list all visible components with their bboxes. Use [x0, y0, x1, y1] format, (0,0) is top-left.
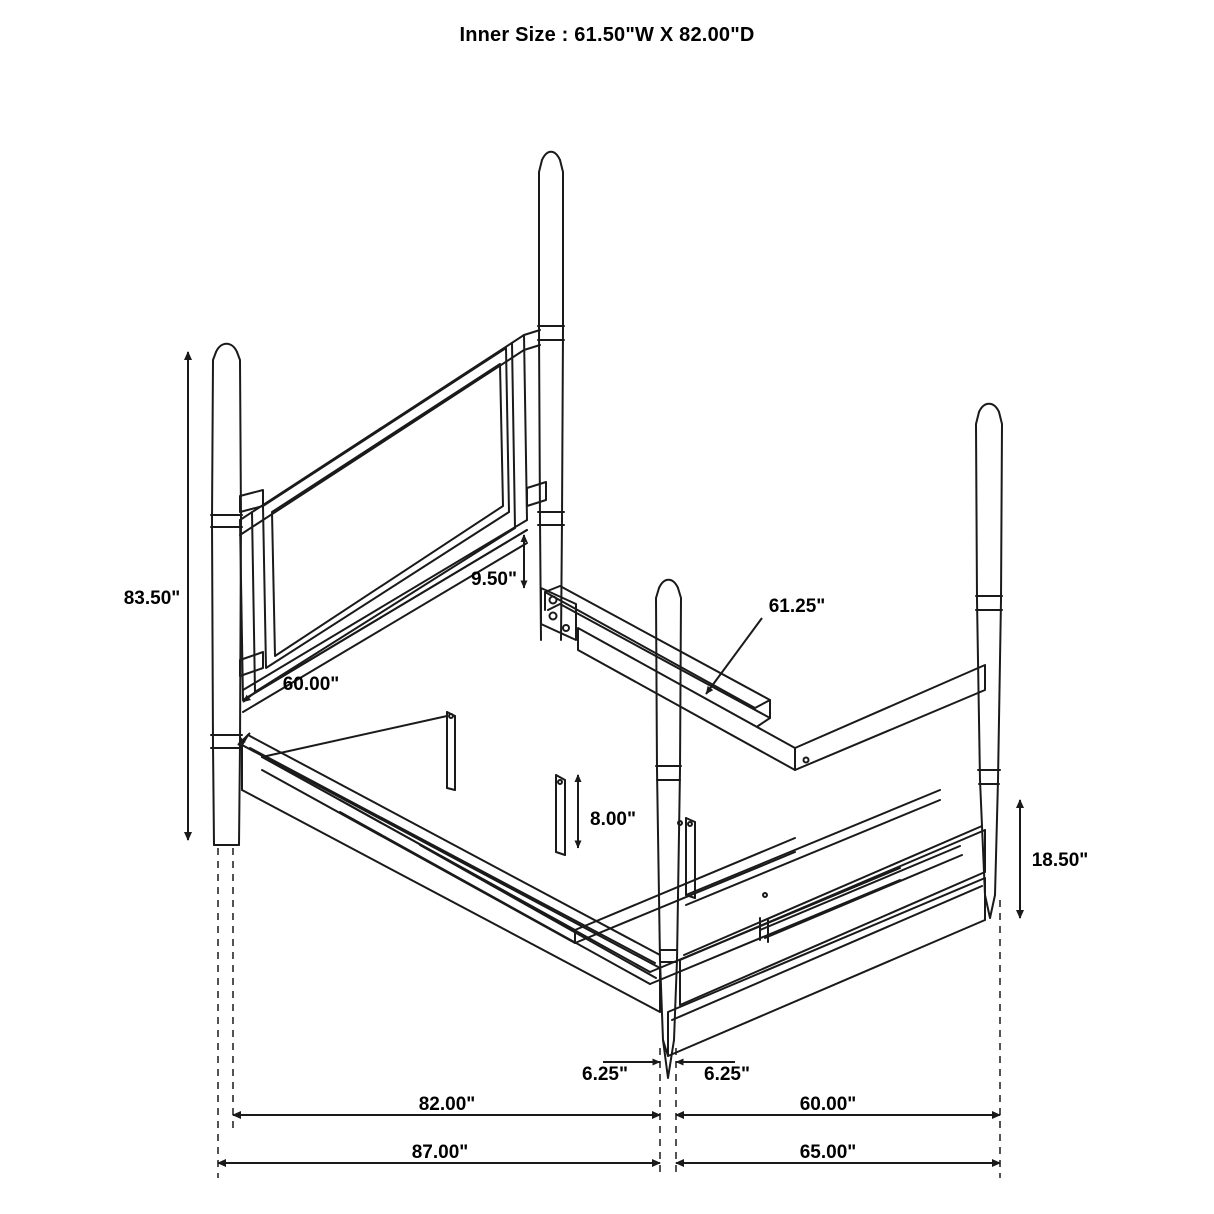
label-side-rail-width: 61.25"	[768, 596, 826, 617]
page-title: Inner Size : 61.50"W X 82.00"D	[459, 24, 755, 46]
bed-line-art	[211, 152, 1002, 1078]
label-post-height: 83.50"	[123, 588, 181, 609]
label-headboard-width: 60.00"	[282, 674, 340, 695]
label-slat-height: 8.00"	[590, 809, 636, 830]
label-width-outer: 65.00"	[799, 1142, 857, 1163]
label-post-offset-right: 6.25"	[704, 1064, 750, 1085]
label-length-outer: 87.00"	[411, 1142, 469, 1163]
label-headboard-gap: 9.50"	[471, 569, 517, 590]
label-footpost-height: 18.50"	[1031, 850, 1089, 871]
label-post-offset-left: 6.25"	[582, 1064, 628, 1085]
label-length-inner: 82.00"	[418, 1094, 476, 1115]
dimension-labels	[124, 569, 1089, 1163]
label-width-inner: 60.00"	[799, 1094, 857, 1115]
extension-lines	[218, 848, 1000, 1178]
